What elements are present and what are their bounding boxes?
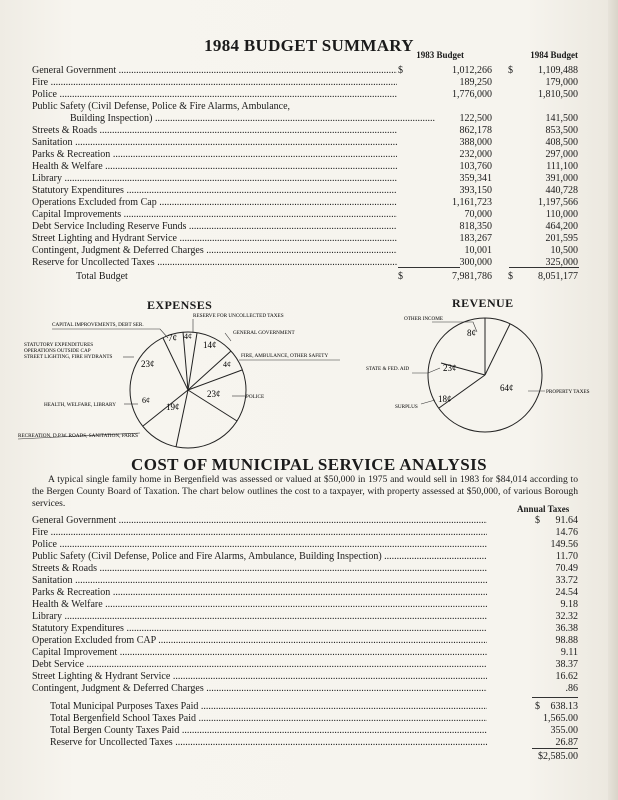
grand-total-rule xyxy=(532,748,578,749)
analysis-row xyxy=(32,575,578,587)
pie-slice-label: 23¢ xyxy=(207,389,221,399)
analysis-row-value: 24.54 xyxy=(555,587,578,598)
analysis-total-value: 355.00 xyxy=(550,725,578,736)
currency-sign: $ xyxy=(398,65,403,76)
analysis-row-label: Operation Excluded from CAP ..... xyxy=(32,635,487,647)
pie-slice-label: 18¢ xyxy=(438,394,452,404)
budget-1983-value: 103,760 xyxy=(459,161,492,172)
expenses-slice-divider xyxy=(188,351,231,390)
pie-slice-label: 7¢ xyxy=(168,333,177,343)
label-capital: CAPITAL IMPROVEMENTS, DEBT SER. xyxy=(52,322,144,328)
label-property-taxes: PROPERTY TAXES xyxy=(546,389,590,395)
budget-row xyxy=(32,137,578,149)
budget-1984-value: 440,728 xyxy=(545,185,578,196)
budget-1983-value: 862,178 xyxy=(459,125,492,136)
budget-row-label: Contingent, Judgment & Deferred Charges ..... xyxy=(32,245,397,257)
analysis-row-value: 38.37 xyxy=(555,659,578,670)
label-general: GENERAL GOVERNMENT xyxy=(233,330,295,336)
currency-sign: $ xyxy=(535,701,540,712)
analysis-row xyxy=(32,515,578,527)
analysis-row xyxy=(32,647,578,659)
leader-line xyxy=(225,333,231,341)
analysis-total-label: Total Bergenfield School Taxes Paid ..... xyxy=(32,713,487,725)
budget-1983-value: 388,000 xyxy=(459,137,492,148)
analysis-row-label: Sanitation ..... xyxy=(32,575,487,587)
leader-line xyxy=(421,400,435,404)
budget-row xyxy=(32,149,578,161)
analysis-total-value: 26.87 xyxy=(555,737,578,748)
budget-1983-value: 70,000 xyxy=(464,209,492,220)
analysis-row xyxy=(32,527,578,539)
budget-row xyxy=(32,257,578,269)
budget-1983-value: 10,001 xyxy=(464,245,492,256)
analysis-row-value: .86 xyxy=(565,683,578,694)
revenue-slice-divider xyxy=(485,324,510,375)
analysis-row-value: 98.88 xyxy=(555,635,578,646)
budget-row-label: Police ..... xyxy=(32,89,397,101)
analysis-row-label: Contingent, Judgment & Deferred Charges ..... xyxy=(32,683,487,695)
budget-title: 1984 BUDGET SUMMARY xyxy=(204,36,414,55)
analysis-total-row xyxy=(32,701,578,713)
pie-slice-label: 8¢ xyxy=(467,328,476,338)
pie-slice-label: 19¢ xyxy=(166,402,180,412)
analysis-row-value: 16.62 xyxy=(555,671,578,682)
analysis-total-label: Reserve for Uncollected Taxes ..... xyxy=(32,737,487,749)
budget-row-label: General Government ..... xyxy=(32,65,397,77)
budget-total-row xyxy=(32,271,578,283)
currency-sign: $ xyxy=(508,271,513,282)
budget-row-label: Health & Welfare ..... xyxy=(32,161,397,173)
label-statutory-3: STREET LIGHTING, FIRE HYDRANTS xyxy=(24,354,113,360)
pie-slice-label: 4¢ xyxy=(223,360,231,369)
budget-1984-value: 464,200 xyxy=(545,221,578,232)
budget-row-label: Public Safety (Civil Defense, Police & Fire Alarms, Ambulance, xyxy=(32,101,291,112)
budget-1984-value: 391,000 xyxy=(545,173,578,184)
budget-row-label: Street Lighting and Hydrant Service ..... xyxy=(32,233,397,245)
label-police: POLICE xyxy=(246,394,265,400)
label-state-aid: STATE & FED. AID xyxy=(366,366,410,372)
analysis-total-value: 638.13 xyxy=(550,701,578,712)
budget-1984-value: 201,595 xyxy=(545,233,578,244)
budget-row-label: Parks & Recreation ..... xyxy=(32,149,397,161)
expenses-slice-divider xyxy=(188,370,242,390)
budget-row xyxy=(32,77,578,89)
pie-slice-label: 64¢ xyxy=(500,383,514,393)
budget-row xyxy=(32,89,578,101)
analysis-row-label: Police ..... xyxy=(32,539,487,551)
budget-row xyxy=(32,65,578,77)
pie-slice-label: 4¢ xyxy=(184,332,192,341)
budget-row-label: Operations Excluded from Cap ..... xyxy=(32,197,397,209)
budget-row xyxy=(32,185,578,197)
analysis-total-row xyxy=(32,737,578,749)
budget-1984-value: 141,500 xyxy=(545,113,578,124)
analysis-row-value: 9.18 xyxy=(560,599,578,610)
analysis-row xyxy=(32,683,578,695)
pie-charts xyxy=(0,305,618,455)
label-surplus: SURPLUS xyxy=(395,404,418,410)
analysis-rule xyxy=(532,697,578,698)
analysis-row xyxy=(32,611,578,623)
budget-1983-value: 818,350 xyxy=(459,221,492,232)
pie-slice-label: 14¢ xyxy=(203,340,217,350)
label-reserve: RESERVE FOR UNCOLLECTED TAXES xyxy=(193,313,284,319)
pie-slice-label: 6¢ xyxy=(142,396,150,405)
analysis-row-label: Capital Improvement ..... xyxy=(32,647,487,659)
budget-row-label: Statutory Expenditures ..... xyxy=(32,185,397,197)
analysis-row-label: Streets & Roads ..... xyxy=(32,563,487,575)
col-1984-header: 1984 Budget xyxy=(530,50,578,60)
budget-row xyxy=(32,233,578,245)
budget-1983-value: 122,500 xyxy=(459,113,492,124)
analysis-row xyxy=(32,563,578,575)
budget-row-label: Streets & Roads ..... xyxy=(32,125,397,137)
revenue-pie xyxy=(366,316,590,432)
expenses-chart-title: EXPENSES xyxy=(147,298,213,312)
analysis-row-value: 9.11 xyxy=(560,647,578,658)
currency-sign: $ xyxy=(535,515,540,526)
analysis-row-value: 70.49 xyxy=(555,563,578,574)
analysis-row-value: 14.76 xyxy=(555,527,578,538)
analysis-row-label: Parks & Recreation ..... xyxy=(32,587,487,599)
budget-1983-value: 1,012,266 xyxy=(452,65,492,76)
budget-1984-value: 408,500 xyxy=(545,137,578,148)
budget-1983-value: 232,000 xyxy=(459,149,492,160)
budget-1983-value: 1,161,723 xyxy=(452,197,492,208)
budget-row xyxy=(32,197,578,209)
budget-row-label: Capital Improvements ..... xyxy=(32,209,397,221)
grand-total: $2,585.00 xyxy=(538,751,578,762)
analysis-total-label: Total Municipal Purposes Taxes Paid ..... xyxy=(32,701,487,713)
budget-1984-value: 111,100 xyxy=(546,161,578,172)
analysis-total-row xyxy=(32,713,578,725)
budget-row-label: Library ..... xyxy=(32,173,397,185)
budget-row xyxy=(32,161,578,173)
pie-slice-label: 23¢ xyxy=(443,363,457,373)
budget-1983-value: 183,267 xyxy=(459,233,492,244)
analysis-row-label: Statutory Expenditures ..... xyxy=(32,623,487,635)
leader-line xyxy=(412,368,440,373)
analysis-row xyxy=(32,551,578,563)
analysis-row-label: Street Lighting & Hydrant Service ..... xyxy=(32,671,487,683)
budget-1983-value: 1,776,000 xyxy=(452,89,492,100)
analysis-row-value: 32.32 xyxy=(555,611,578,622)
analysis-total-value: 1,565.00 xyxy=(543,713,578,724)
leader-line xyxy=(52,329,168,338)
analysis-total-row xyxy=(32,725,578,737)
budget-1984-value: 325,000 xyxy=(545,257,578,268)
budget-row xyxy=(32,209,578,221)
budget-1984-value: 1,197,566 xyxy=(538,197,578,208)
budget-row-label: Building Inspection) ..... xyxy=(32,113,435,125)
budget-1984-value: 853,500 xyxy=(545,125,578,136)
budget-total-label: Total Budget xyxy=(76,271,128,282)
budget-row xyxy=(32,245,578,257)
analysis-intro: A typical single family home in Bergenfield was assessed or valued at $50,000 in 1975 and would sell in 1983 for $84,014 according to the Bergen County Board of Taxation. The chart below outlines the cost to a taxpayer, with property assessed at $50,000, of various Borough services. xyxy=(32,474,578,509)
budget-1984-value: 1,109,488 xyxy=(538,65,578,76)
budget-1983-value: 359,341 xyxy=(459,173,492,184)
currency-sign: $ xyxy=(508,65,513,76)
analysis-row-label: General Government ..... xyxy=(32,515,487,527)
analysis-row-value: 33.72 xyxy=(555,575,578,586)
analysis-row-label: Fire ..... xyxy=(32,527,487,539)
budget-total-1983: 7,981,786 xyxy=(452,271,492,282)
budget-1984-value: 10,500 xyxy=(550,245,578,256)
budget-row xyxy=(32,113,578,125)
label-other-income: OTHER INCOME xyxy=(404,316,444,322)
revenue-chart-title: REVENUE xyxy=(452,296,514,310)
total-rule-1983 xyxy=(398,267,460,268)
analysis-row xyxy=(32,587,578,599)
budget-total-1984: 8,051,177 xyxy=(538,271,578,282)
budget-1983-value: 189,250 xyxy=(459,77,492,88)
analysis-row-label: Health & Welfare ..... xyxy=(32,599,487,611)
budget-row-label: Reserve for Uncollected Taxes ..... xyxy=(32,257,397,269)
analysis-row-label: Public Safety (Civil Defense, Police and Fire Alarms, Ambulance, Building Inspection) ..... xyxy=(32,551,487,563)
budget-1984-value: 179,000 xyxy=(545,77,578,88)
expenses-pie xyxy=(18,313,340,448)
analysis-row-label: Library ..... xyxy=(32,611,487,623)
budget-row xyxy=(32,125,578,137)
expenses-slice-divider xyxy=(188,333,197,390)
analysis-row-value: 11.70 xyxy=(555,551,578,562)
budget-row xyxy=(32,101,578,113)
label-recreation: RECREATION, D.P.W. ROADS, SANITATION, PARKS xyxy=(18,433,138,439)
analysis-row-value: 91.64 xyxy=(555,515,578,526)
label-health: HEALTH, WELFARE, LIBRARY xyxy=(44,402,116,408)
label-fire: FIRE, AMBULANCE, OTHER SAFETY xyxy=(241,353,329,359)
budget-1984-value: 1,810,500 xyxy=(538,89,578,100)
analysis-row-value: 36.38 xyxy=(555,623,578,634)
analysis-row xyxy=(32,599,578,611)
budget-row xyxy=(32,173,578,185)
analysis-row xyxy=(32,539,578,551)
budget-1983-value: 393,150 xyxy=(459,185,492,196)
budget-1983-value: 300,000 xyxy=(459,257,492,268)
total-rule-1984 xyxy=(509,267,579,268)
budget-row xyxy=(32,221,578,233)
budget-row-label: Debt Service Including Reserve Funds ..... xyxy=(32,221,397,233)
analysis-total-label: Total Bergen County Taxes Paid ..... xyxy=(32,725,487,737)
budget-1984-value: 297,000 xyxy=(545,149,578,160)
analysis-title: COST OF MUNICIPAL SERVICE ANALYSIS xyxy=(131,455,487,474)
analysis-row xyxy=(32,635,578,647)
budget-1984-value: 110,000 xyxy=(545,209,578,220)
analysis-row xyxy=(32,659,578,671)
col-1983-header: 1983 Budget xyxy=(416,50,464,60)
label-statutory-2: OPERATIONS OUTSIDE CAP xyxy=(24,348,91,354)
analysis-row-value: 149.56 xyxy=(550,539,578,550)
analysis-row xyxy=(32,671,578,683)
budget-row-label: Sanitation ..... xyxy=(32,137,397,149)
analysis-row xyxy=(32,623,578,635)
annual-taxes-header: Annual Taxes xyxy=(517,504,570,514)
analysis-row-label: Debt Service ..... xyxy=(32,659,487,671)
budget-row-label: Fire ..... xyxy=(32,77,397,89)
currency-sign: $ xyxy=(398,271,403,282)
label-statutory-1: STATUTORY EXPENDITURES xyxy=(24,342,94,348)
pie-slice-label: 23¢ xyxy=(141,359,155,369)
